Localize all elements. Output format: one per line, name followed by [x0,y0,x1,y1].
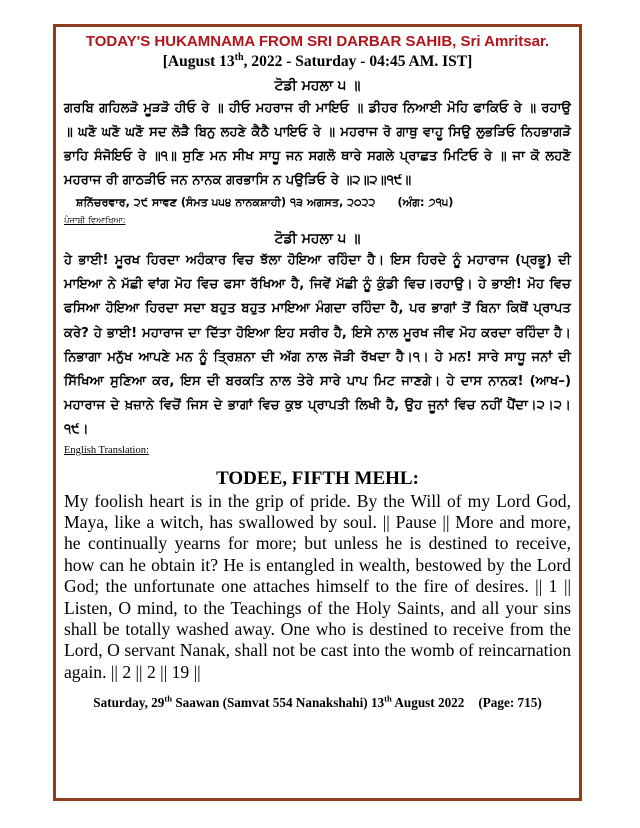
footer-samvat: Saawan (Samvat 554 Nanakshahi) 13 [172,695,385,711]
nanakshahi-date: ਸ਼ਨਿੱਚਰਵਾਰ, ੨੯ ਸਾਵਣ (ਸੰਮਤ ੫੫੪ ਨਾਨਕਸ਼ਾਹੀ) ੧੩ ਅਗਸਤ, ੨੦੨੨ [76,196,376,209]
english-heading: TODEE, FIFTH MEHL: [216,467,419,489]
date-time-subtitle [64,52,571,72]
footer-date-line [64,694,571,712]
punjabi-explanation-label: ਪੰਜਾਬੀ ਵਿਆਖਿਆ: [64,216,126,226]
subtitle-date-start: [August 13 [162,53,235,70]
page-title: TODAY'S HUKAMNAMA FROM SRI DARBAR SAHIB, Sri Amritsar. [85,33,550,50]
subtitle-ordinal: th [234,51,244,63]
shabad-text: ਗਰਬਿ ਗਹਿਲੜੋ ਮੂੜੜੋ ਹੀਓ ਰੇ ॥ ਹੀਓ ਮਹਰਾਜ ਰੀ ਮਾਇਓ ॥ ਡੀਹਰ ਨਿਆਈ ਮੋਹਿ ਫਾਕਿਓ ਰੇ ॥ ਰਹਾਉ ॥ ਘਣੋ ਘਣੋ ਘਣੋ ਸਦ ਲੋੜੈ ਬਿਨੁ ਲਹਣੇ ਕੈਠੈ ਪਾਇਓ ਰੇ ॥ ਮਹਰਾਜ ਰੋ ਗਾਥੁ ਵਾਹੂ ਸਿਉ ਲੁਭੜਿਓ ਨਿਹਭਾਗੜੋ ਭਾਹਿ ਸੰਜੋਇਓ ਰੇ ॥੧॥ ਸੁਣਿ ਮਨ ਸੀਖ ਸਾਧੂ ਜਨ ਸਗਲੋ ਥਾਰੇ ਸਗਲੇ ਪ੍ਰਾਛਤ ਮਿਟਿਓ ਰੇ ॥ ਜਾ ਕੋ ਲਹਣੋ ਮਹਰਾਜ ਰੀ ਗਾਠੜੀਓ ਜਨ ਨਾਨਕ ਗਰਭਾਸਿ ਨ ਪਉੜਿਓ ਰੇ ॥੨॥੨॥੧੯॥ [64,101,571,188]
footer-page-number: (Page: 715) [478,695,542,711]
punjabi-heading: ਟੋਡੀ ਮਹਲਾ ੫ ॥ [274,231,361,247]
shabad-heading: ਟੋਡੀ ਮਹਲਾ ੫ ॥ [274,78,361,94]
footer-day-ordinal: th [164,693,173,704]
page-border-frame [53,24,582,801]
footer-date-ordinal: th [384,693,392,704]
ang-number: (ਅੰਗ: ੭੧੫) [397,196,454,209]
footer-month-year: August 2022 [391,695,465,711]
hukamnama-content [64,33,571,712]
punjabi-explanation-text: ਹੇ ਭਾਈ! ਮੂਰਖ ਹਿਰਦਾ ਅਹੰਕਾਰ ਵਿਚ ਝੱਲਾ ਹੋਇਆ ਰਹਿੰਦਾ ਹੈ। ਇਸ ਹਿਰਦੇ ਨੂੰ ਮਹਾਰਾਜ (ਪ੍ਰਭੂ) ਦੀ ਮਾਇਆ ਨੇ ਮੱਛੀ ਵਾਂਗ ਮੋਹ ਵਿਚ ਫਸਾ ਰੱਖਿਆ ਹੈ, ਜਿਵੇਂ ਮੱਛੀ ਨੂੰ ਕੁੰਡੀ ਵਿਚ।ਰਹਾਉ। ਹੇ ਭਾਈ! ਮੋਹ ਵਿਚ ਫਸਿਆ ਹੋਇਆ ਹਿਰਦਾ ਸਦਾ ਬਹੁਤ ਬਹੁਤ ਮਾਇਆ ਮੰਗਦਾ ਰਹਿੰਦਾ ਹੈ, ਪਰ ਭਾਗਾਂ ਤੋਂ ਬਿਨਾ ਕਿਥੋਂ ਪ੍ਰਾਪਤ ਕਰੇ? ਹੇ ਭਾਈ! ਮਹਾਰਾਜ ਦਾ ਦਿੱਤਾ ਹੋਇਆ ਇਹ ਸਰੀਰ ਹੈ, ਇਸੇ ਨਾਲ ਮੂਰਖ ਜੀਵ ਮੋਹ ਕਰਦਾ ਰਹਿੰਦਾ ਹੈ। ਨਿਭਾਗਾ ਮਨੁੱਖ ਆਪਣੇ ਮਨ ਨੂੰ ਤ੍ਰਿਸ਼ਨਾ ਦੀ ਅੱਗ ਨਾਲ ਜੋੜੀ ਰੱਖਦਾ ਹੈ।੧। ਹੇ ਮਨ! ਸਾਰੇ ਸਾਧੂ ਜਨਾਂ ਦੀ ਸਿੱਖਿਆ ਸੁਣਿਆ ਕਰ, ਇਸ ਦੀ ਬਰਕਤਿ ਨਾਲ ਤੇਰੇ ਸਾਰੇ ਪਾਪ ਮਿਟ ਜਾਣਗੇ। ਹੇ ਦਾਸ ਨਾਨਕ! (ਆਖ–) ਮਹਾਰਾਜ ਦੇ ਖ਼ਜ਼ਾਨੇ ਵਿਚੋਂ ਜਿਸ ਦੇ ਭਾਗਾਂ ਵਿਚ ਕੁਝ ਪ੍ਰਾਪਤੀ ਲਿਖੀ ਹੈ, ਉਹ ਜੂਨਾਂ ਵਿਚ ਨਹੀਂ ਪੈਂਦਾ।੨।੨।੧੯। [64,253,571,438]
subtitle-date-rest: , 2022 - Saturday - 04:45 AM. IST] [243,53,473,70]
footer-day: Saturday, 29 [93,695,165,711]
english-translation-text: My foolish heart is in the grip of pride. By the Will of my Lord God, Maya, like a witch, has swallowed by soul. || Pause || More and more, he continually yearns for more; but unless he is destined to receive, how can he obtain it? He is entangled in wealth, bestowed by the Lord God; the unfortunate one attaches himself to the fire of desires. || 1 || Listen, O mind, to the Teachings of the Holy Saints, and all your sins shall be totally washed away. One who is destined to receive from the Lord, O servant Nanak, shall not be cast into the womb of reincarnation again. || 2 || 2 || 19 || [64,490,571,682]
nanakshahi-date-line [64,194,571,212]
english-translation-label: English Translation: [64,444,149,456]
